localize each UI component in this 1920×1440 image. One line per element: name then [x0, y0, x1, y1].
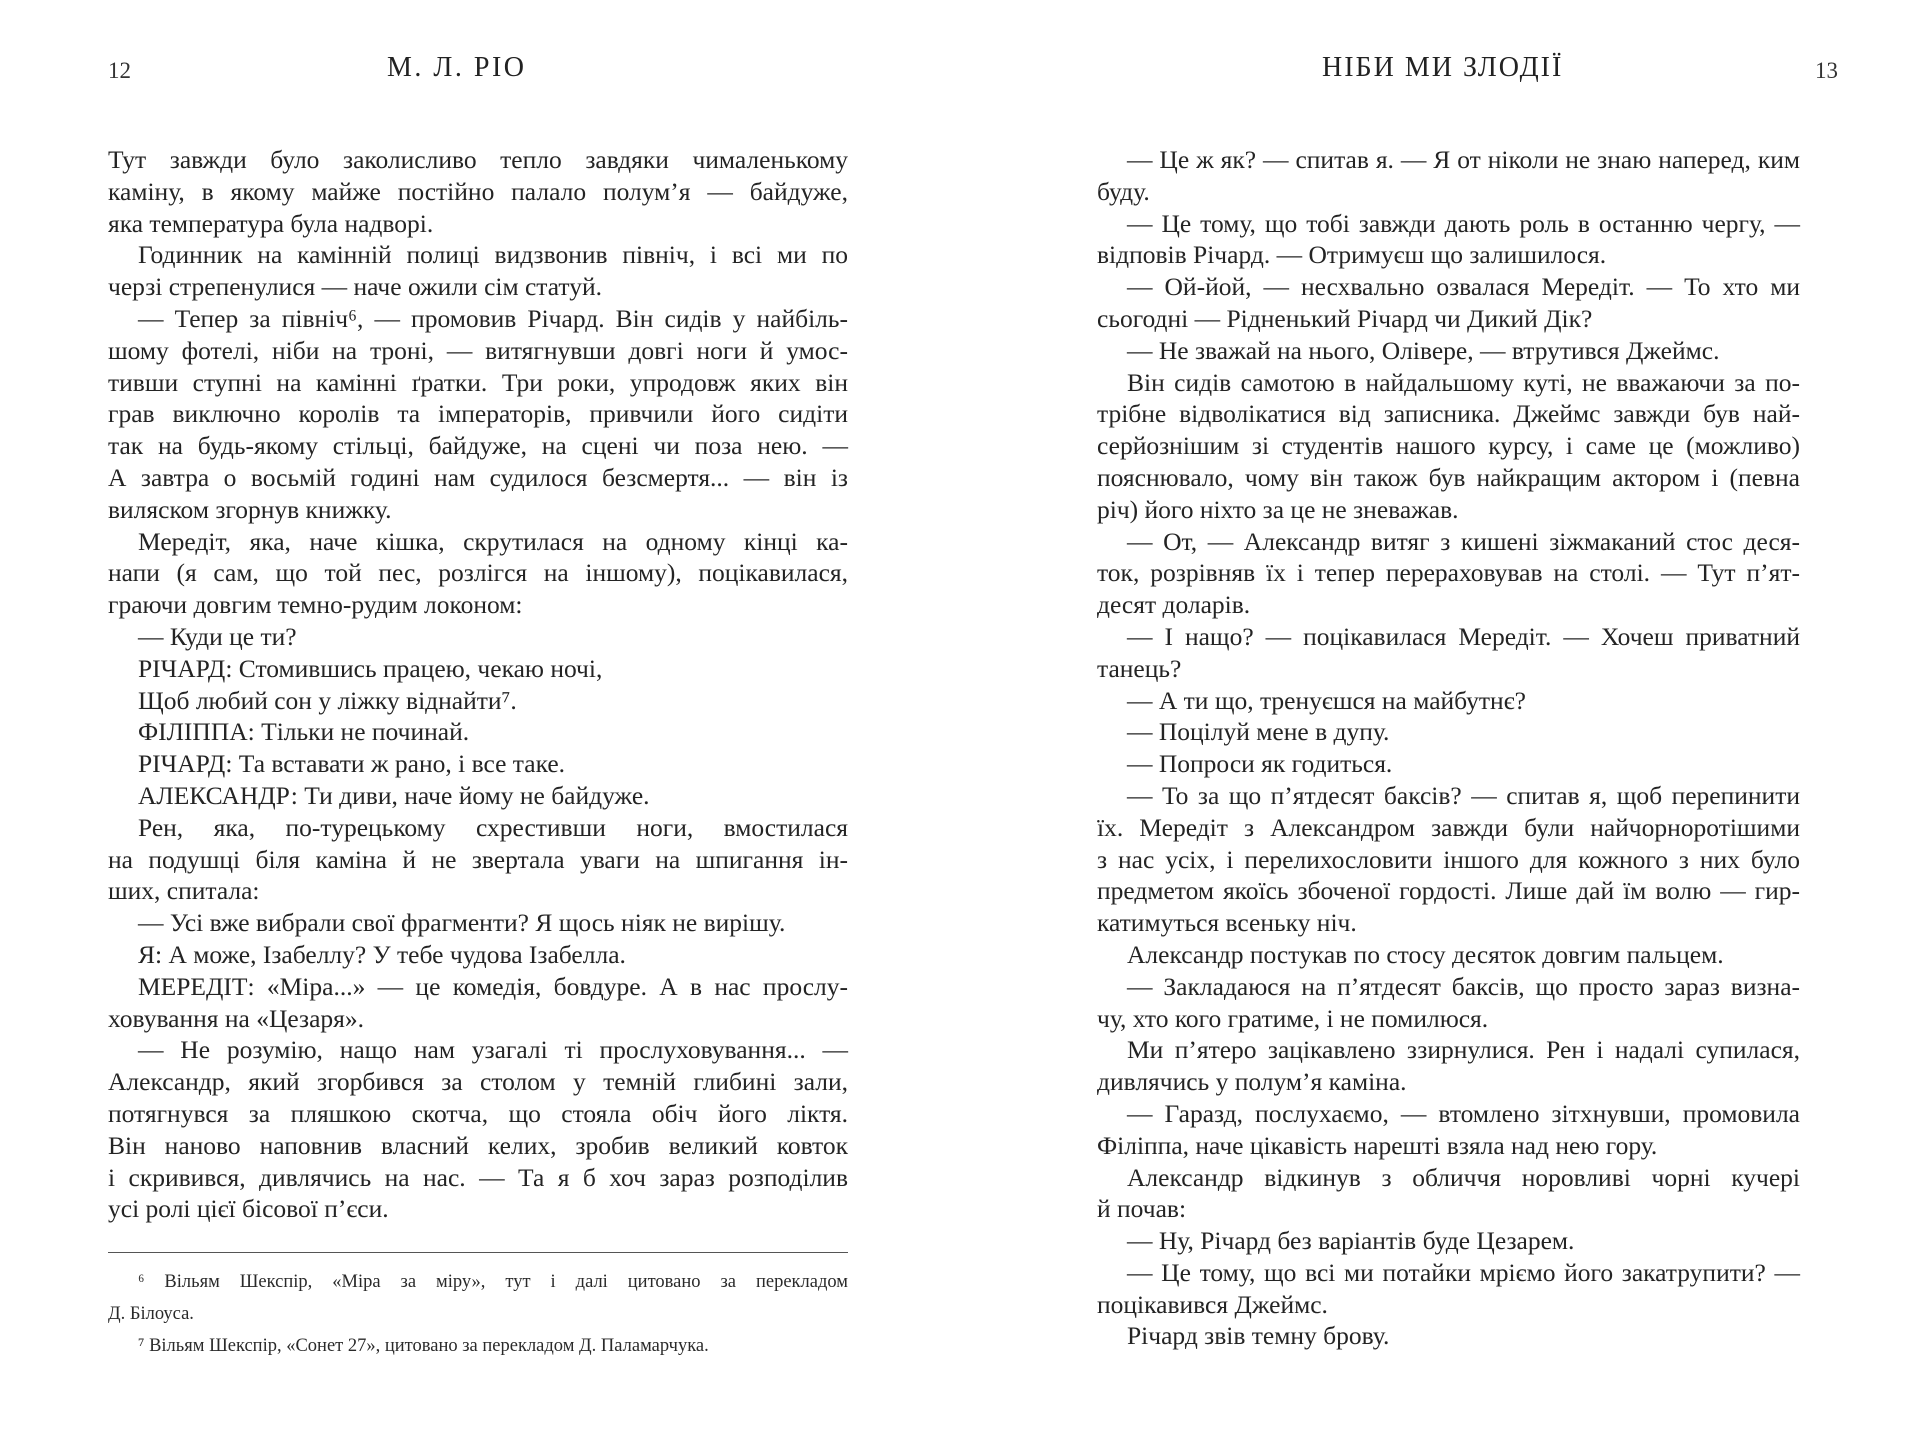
text-line: відповів Річард. — Отримуєш що залишилося. [1097, 240, 1607, 270]
text-line: — Попроси як годиться. [1127, 749, 1393, 779]
text-line: — Ну, Річард без варіантів буде Цезарем. [1127, 1226, 1575, 1256]
running-head-author: М. Л. РІО [387, 52, 527, 83]
text-line: — Закладаюся на п’ятдесят баксів, що просто зараз визна- [1127, 971, 1800, 1001]
text-line: потягнувся за пляшкою скотча, що стояла обіч його ліктя. [108, 1098, 848, 1128]
text-line: Александр постукав по стосу десяток довгим пальцем. [1127, 939, 1724, 969]
text-line: чу, хто кого гратиме, і не помилюся. [1097, 1003, 1489, 1033]
text-line: МЕРЕДІТ: «Міра...» — це комедія, бовдуре. А в нас прослу- [138, 971, 848, 1001]
text-line: Я: А може, Ізабеллу? У тебе чудова Ізабелла. [138, 939, 626, 969]
text-line: пояснювало, чому він також був найкращим актором і (певна [1097, 462, 1800, 492]
text-line: виляском згорнув книжку. [108, 494, 392, 524]
text-line: Годинник на камінній полиці видзвонив північ, і всі ми по [138, 240, 848, 270]
text-line: серйознішим зі студентів нашого курсу, і саме це (можливо) [1097, 431, 1800, 461]
text-line: сьогодні — Рідненький Річард чи Дикий Дік? [1097, 303, 1593, 333]
text-line: — Гаразд, послухаємо, — втомлено зітхнувши, промовила [1127, 1098, 1800, 1128]
text-line: — А ти що, тренуєшся на майбутнє? [1127, 685, 1526, 715]
text-line: — Не розумію, нащо нам узагалі ті прослуховування... — [138, 1035, 848, 1065]
text-line: — Поцілуй мене в дупу. [1127, 717, 1390, 747]
text-line: Він сидів самотою в найдальшому куті, не вважаючи за по- [1127, 367, 1800, 397]
text-line: — Це ж як? — спитав я. — Я от ніколи не знаю наперед, ким [1127, 145, 1800, 174]
text-line: так на будь-якому стільці, байдуже, на сцені чи поза нею. — [108, 431, 848, 461]
text-line: грав виключно королів та імператорів, привчили його сидіти [108, 399, 848, 429]
text-line: танець? [1097, 653, 1182, 683]
text-line: — Тепер за північ⁶, — промовив Річард. Він сидів у найбіль- [138, 303, 848, 333]
text-line: тивши ступні на камінні ґратки. Три роки, упродовж яких він [108, 367, 848, 397]
text-line: Александр, який згорбився за столом у темній глибині зали, [108, 1067, 848, 1097]
text-line: дивлячись у полум’я каміна. [1097, 1067, 1407, 1097]
text-line: Філіппа, наче цікавість нарешті взяла над нею гору. [1097, 1130, 1658, 1160]
right-page [960, 0, 1920, 1440]
text-line: трібне відволікатися від записника. Джеймс завжди був най- [1097, 399, 1800, 429]
text-line: — Це тому, що всі ми потайки мріємо його закатрупити? — [1127, 1257, 1800, 1287]
text-line: на подушці біля каміна й не звертала уваги на шпигання ін- [108, 844, 848, 874]
text-line: РІЧАРД: Та вставати ж рано, і все таке. [138, 749, 566, 779]
text-line: ток, розрівняв їх і тепер перераховував на столі. — Тут п’ят- [1097, 558, 1800, 588]
text-line: і скривився, дивлячись на нас. — Та я б хоч зараз розподілив [108, 1162, 848, 1192]
text-line: — От, — Александр витяг з кишені зіжмаканий стос деся- [1127, 526, 1800, 556]
text-line: Він наново наповнив власний келих, зробив великий ковток [108, 1130, 848, 1160]
text-line: Александр відкинув з обличчя норовливі чорні кучері [1127, 1162, 1800, 1192]
page-number: 12 [108, 58, 131, 83]
text-line: їх. Мередіт з Александром завжди були найчорноротішими [1097, 812, 1800, 842]
text-line: — Не зважай на нього, Олівере, — втрутився Джеймс. [1127, 335, 1720, 365]
footnotes [108, 1266, 848, 1362]
running-head-title: НІБИ МИ ЗЛОДІЇ [1322, 52, 1564, 83]
text-line: десят доларів. [1097, 590, 1251, 620]
text-line: напи (я сам, що той пес, розлігся на іншому), поцікавилася, [108, 558, 848, 588]
page-number: 13 [1815, 58, 1838, 83]
text-line: з нас усіх, і перелихословити іншого для кожного з них було [1097, 844, 1800, 874]
footnote-rule [108, 1252, 848, 1253]
text-line: Річард звів темну брову. [1127, 1321, 1390, 1351]
right-page-text [1097, 144, 1800, 1352]
text-line: усі ролі цієї бісової п’єси. [108, 1194, 389, 1224]
text-line: ших, спитала: [108, 876, 260, 906]
text-line: Рен, яка, по-турецькому схрестивши ноги, вмостилася [138, 812, 848, 842]
text-line: Тут завжди було заколисливо тепло завдяки чималенькому [108, 145, 848, 174]
text-line: катимуться всеньку ніч. [1097, 908, 1357, 938]
footnote-line: Д. Білоуса. [108, 1304, 194, 1324]
text-line: — Ой-йой, — несхвально озвалася Мередіт. — То хто ми [1127, 272, 1800, 302]
text-line: — І нащо? — поцікавилася Мередіт. — Хочеш приватний [1127, 621, 1800, 651]
text-line: ФІЛІППА: Тільки не починай. [138, 717, 470, 747]
text-line: річ) його ніхто за це не зневажав. [1097, 494, 1459, 524]
left-page-text [108, 144, 848, 1225]
text-line: граючи довгим темно-рудим локоном: [108, 590, 523, 620]
text-line: Мередіт, яка, наче кішка, скрутилася на одному кінці ка- [138, 526, 848, 556]
text-line: Щоб любий сон у ліжку віднайти⁷. [138, 685, 517, 715]
text-line: поцікавився Джеймс. [1097, 1289, 1328, 1319]
text-line: яка температура була надворі. [108, 208, 434, 238]
text-line: буду. [1097, 176, 1150, 206]
text-line: Ми п’ятеро зацікавлено ззирнулися. Рен і надалі супилася, [1127, 1035, 1800, 1065]
text-line: А завтра о восьмій годині нам судилося безсмертя... — він із [108, 462, 848, 492]
text-line: РІЧАРД: Стомившись працею, чекаю ночі, [138, 653, 603, 683]
text-line: й почав: [1097, 1194, 1187, 1224]
text-line: АЛЕКСАНДР: Ти диви, наче йому не байдуже. [138, 780, 650, 810]
text-line: — То за що п’ятдесят баксів? — спитав я, щоб перепинити [1127, 780, 1800, 810]
footnote-line: ⁷ Вільям Шекспір, «Сонет 27», цитовано за перекладом Д. Паламарчука. [138, 1336, 709, 1356]
text-line: — Усі вже вибрали свої фрагменти? Я щось ніяк не вирішу. [138, 908, 786, 938]
text-line: — Куди це ти? [138, 621, 297, 651]
footnote-line: ⁶ Вільям Шекспір, «Міра за міру», тут і далі цитовано за перекладом [138, 1272, 848, 1292]
text-line: черзі стрепенулися — наче ожили сім статуй. [108, 272, 603, 302]
text-line: — Це тому, що тобі завжди дають роль в останню чергу, — [1127, 208, 1800, 238]
text-line: каміну, в якому майже постійно палало полум’я — байдуже, [108, 176, 848, 206]
text-line: предметом якоїсь збоченої гордості. Лише дай їм волю — гир- [1097, 876, 1800, 906]
text-line: шому фотелі, ніби на троні, — витягнувши довгі ноги й умос- [108, 335, 848, 365]
text-line: ховування на «Цезаря». [108, 1003, 364, 1033]
